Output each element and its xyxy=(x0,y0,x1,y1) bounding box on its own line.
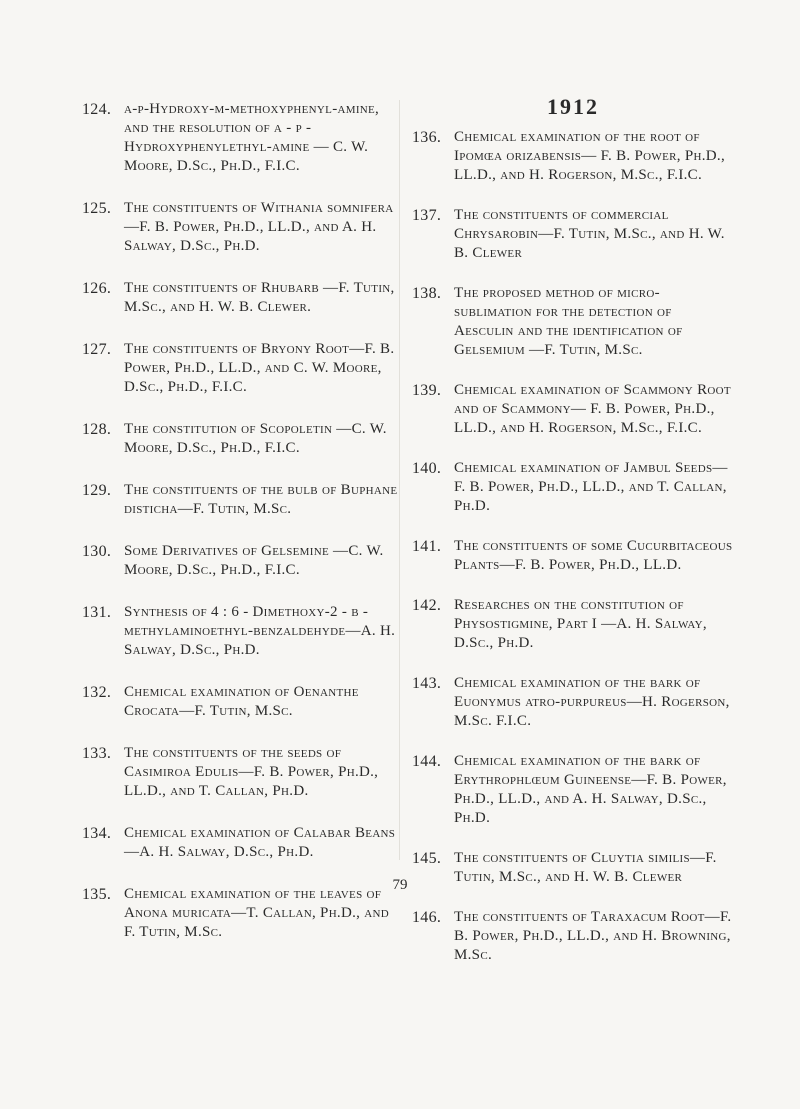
left-column xyxy=(82,100,400,965)
entry-title: Researches on the constitution of Physostigmine, Part I —A. H. Salway, D.Sc., Ph.D. xyxy=(454,597,707,651)
entry-title: The constituents of the seeds of Casimiroa Edulis—F. B. Power, Ph.D., LL.D., and T. Callan, Ph.D. xyxy=(124,745,379,799)
entry-title: Some Derivatives of Gelsemine —C. W. Moore, D.Sc., Ph.D., F.I.C. xyxy=(124,543,384,578)
right-column xyxy=(412,94,734,986)
entry-number: 129. xyxy=(82,482,112,499)
entry-title: The constituents of the bulb of Buphane disticha—F. Tutin, M.Sc. xyxy=(124,482,398,517)
entry-124 xyxy=(82,100,400,176)
entry-142 xyxy=(412,596,734,653)
entry-number: 134. xyxy=(82,825,112,842)
entry-125 xyxy=(82,199,400,256)
entry-128 xyxy=(82,420,400,458)
entry-146 xyxy=(412,908,734,965)
entry-title: Chemical examination of the root of Ipomœa orizabensis— F. B. Power, Ph.D., LL.D., and H. Rogerson, M.Sc., F.I.C. xyxy=(454,129,726,183)
entry-number: 130. xyxy=(82,543,112,560)
entry-number: 138. xyxy=(412,285,442,302)
entry-number: 132. xyxy=(82,684,112,701)
entry-title: Chemical examination of the bark of Erythrophlœum Guineense—F. B. Power, Ph.D., LL.D., and A. H. Salway, D.Sc., Ph.D. xyxy=(454,753,727,826)
year-heading: 1912 xyxy=(547,94,599,119)
entry-136 xyxy=(412,128,734,185)
entry-title: Chemical examination of Oenanthe Crocata—F. Tutin, M.Sc. xyxy=(124,684,359,719)
entry-number: 139. xyxy=(412,382,442,399)
entry-number: 131. xyxy=(82,604,112,621)
entry-title: Chemical examination of the leaves of Anona muricata—T. Callan, Ph.D., and F. Tutin, M.Sc. xyxy=(124,886,390,940)
entry-title: Chemical examination of Calabar Beans—A. H. Salway, D.Sc., Ph.D. xyxy=(124,825,396,860)
entry-127 xyxy=(82,340,400,397)
entry-title: The proposed method of micro-sublimation for the detection of Aesculin and the identification of Gelsemium —F. Tutin, M.Sc. xyxy=(454,285,683,358)
entry-number: 145. xyxy=(412,850,442,867)
entry-134 xyxy=(82,824,400,862)
page-number: 79 xyxy=(392,877,408,893)
entry-number: 127. xyxy=(82,341,112,358)
entry-129 xyxy=(82,481,400,519)
entry-number: 125. xyxy=(82,200,112,217)
entry-143 xyxy=(412,674,734,731)
entry-number: 140. xyxy=(412,460,442,477)
entry-title: The constituents of some Cucurbitaceous Plants—F. B. Power, Ph.D., LL.D. xyxy=(454,538,733,573)
entry-title: The constituents of Withania somnifera—F. B. Power, Ph.D., LL.D., and A. H. Salway, D.Sc., Ph.D. xyxy=(124,200,394,254)
entry-131 xyxy=(82,603,400,660)
entry-title: The constituents of Bryony Root—F. B. Power, Ph.D., LL.D., and C. W. Moore, D.Sc., Ph.D., F.I.C. xyxy=(124,341,395,395)
entry-130 xyxy=(82,542,400,580)
entry-126 xyxy=(82,279,400,317)
entry-number: 128. xyxy=(82,421,112,438)
entry-number: 133. xyxy=(82,745,112,762)
entry-141 xyxy=(412,537,734,575)
entry-title: Chemical examination of Scammony Root and of Scammony— F. B. Power, Ph.D., LL.D., and H. Rogerson, M.Sc., F.I.C. xyxy=(454,382,731,436)
entry-number: 136. xyxy=(412,129,442,146)
entry-140 xyxy=(412,459,734,516)
entry-title: The constituents of Rhubarb —F. Tutin, M.Sc., and H. W. B. Clewer. xyxy=(124,280,395,315)
entry-138 xyxy=(412,284,734,360)
entry-139 xyxy=(412,381,734,438)
entry-number: 144. xyxy=(412,753,442,770)
entry-title: Synthesis of 4 : 6 - Dimethoxy-2 - β - methylaminoethyl-benzaldehyde—A. H. Salway, D.Sc., Ph.D. xyxy=(124,604,396,658)
entry-133 xyxy=(82,744,400,801)
entry-number: 143. xyxy=(412,675,442,692)
entry-number: 126. xyxy=(82,280,112,297)
entry-132 xyxy=(82,683,400,721)
entry-number: 141. xyxy=(412,538,442,555)
entry-title: Chemical examination of the bark of Euonymus atro-purpureus—H. Rogerson, M.Sc. F.I.C. xyxy=(454,675,730,729)
entry-title: a-p-Hydroxy-m-methoxyphenyl-amine, and the resolution of a - p - Hydroxyphenylethyl-amine — C. W. Moore, D.Sc., Ph.D., F.I.C. xyxy=(124,101,380,174)
entry-number: 135. xyxy=(82,886,112,903)
entry-title: The constituents of Cluytia similis—F. Tutin, M.Sc., and H. W. B. Clewer xyxy=(454,850,717,885)
entry-137 xyxy=(412,206,734,263)
entry-number: 137. xyxy=(412,207,442,224)
entry-title: The constitution of Scopoletin —C. W. Moore, D.Sc., Ph.D., F.I.C. xyxy=(124,421,387,456)
entry-title: Chemical examination of Jambul Seeds—F. B. Power, Ph.D., LL.D., and T. Callan, Ph.D. xyxy=(454,460,728,514)
entry-number: 124. xyxy=(82,101,112,118)
entry-title: The constituents of commercial Chrysarobin—F. Tutin, M.Sc., and H. W. B. Clewer xyxy=(454,207,725,261)
entry-number: 146. xyxy=(412,909,442,926)
entry-144 xyxy=(412,752,734,828)
entry-title: The constituents of Taraxacum Root—F. B. Power, Ph.D., LL.D., and H. Browning, M.Sc. xyxy=(454,909,732,963)
entry-number: 142. xyxy=(412,597,442,614)
